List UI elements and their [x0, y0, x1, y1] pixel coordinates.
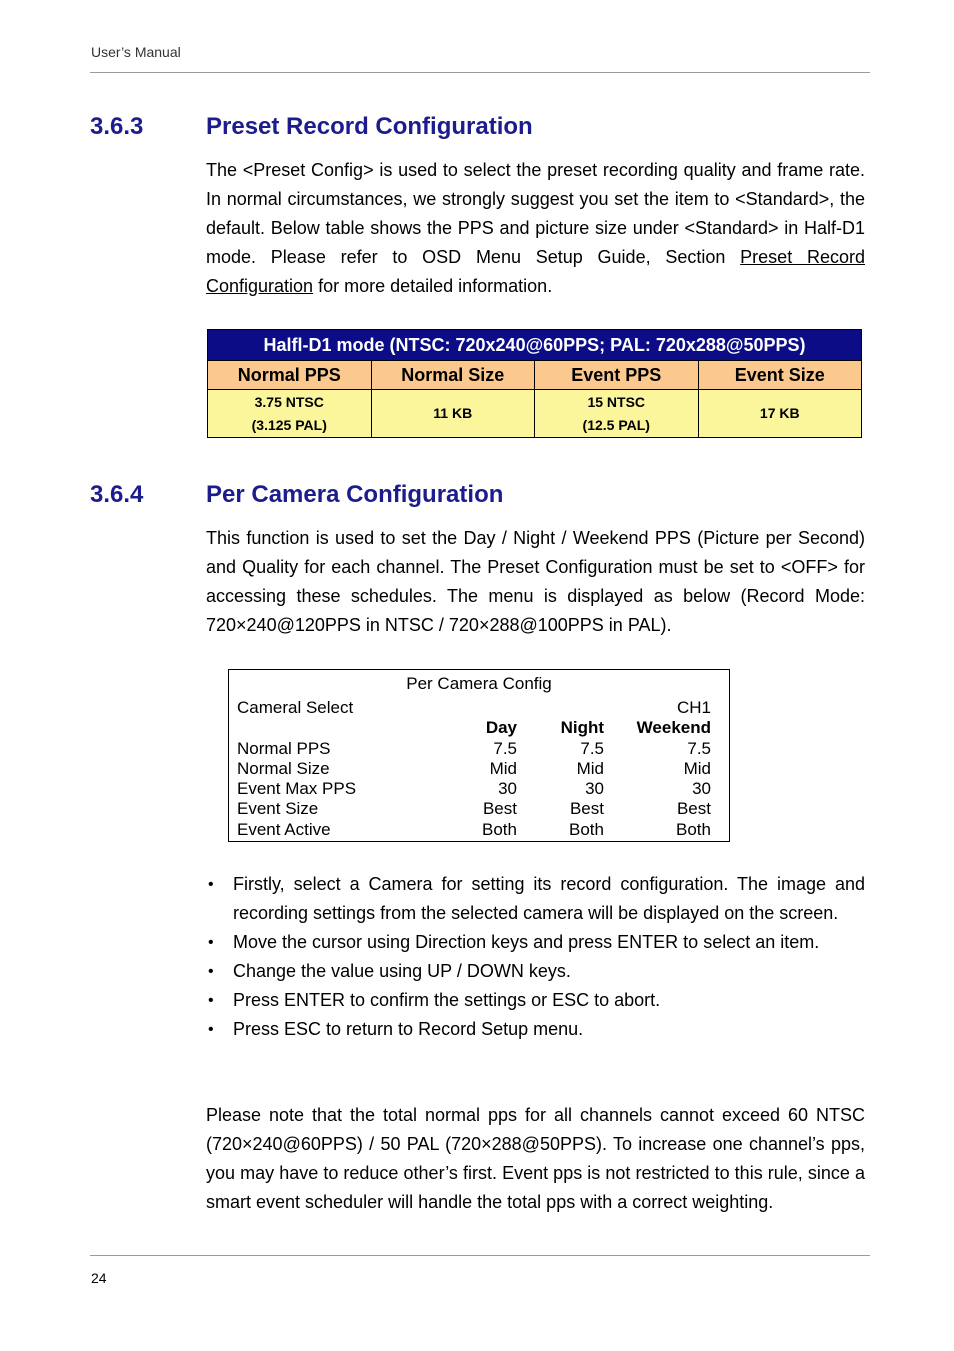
normal-pps-ntsc: 3.75 NTSC — [254, 393, 324, 410]
preset-record-config-link[interactable]: Preset Record Configuration — [206, 247, 865, 296]
list-item: • Press ENTER to confirm the settings or ESC to abort. — [206, 986, 865, 1015]
value-day[interactable]: 7.5 — [493, 739, 517, 758]
footer-rule — [90, 1255, 870, 1256]
list-item: • Change the value using UP / DOWN keys. — [206, 957, 865, 986]
value-night[interactable]: Best — [569, 799, 604, 818]
cell-normal-pps — [208, 390, 372, 438]
row-label: Normal Size — [237, 759, 330, 778]
list-item: • Firstly, select a Camera for setting its record configuration. The image and recording settings from the selected camera will be displayed on the screen. — [206, 870, 865, 928]
osd-row-event-max-pps — [237, 779, 711, 799]
col-header-normal-size: Normal Size — [371, 361, 535, 390]
osd-row-normal-pps — [237, 739, 711, 759]
row-label: Event Active — [237, 820, 331, 839]
section-364-paragraph: This function is used to set the Day / Night / Weekend PPS (Picture per Second) and Quality for each channel. The Preset Configuration must be set to <OFF> for accessing these schedules. The menu is displayed as below (Record Mode: 720×240@120PPS in NTSC / 720×288@100PPS in PAL). — [206, 528, 865, 635]
cell-event-size: 17 KB — [698, 390, 862, 438]
list-item: • Press ESC to return to Record Setup menu. — [206, 1015, 865, 1044]
value-weekend[interactable]: 7.5 — [687, 739, 711, 758]
camera-select-label: Cameral Select — [237, 698, 354, 717]
osd-row-event-active — [237, 820, 711, 840]
para-text: The <Preset Config> is used to select the preset recording quality and frame rate. In normal circumstances, we strongly suggest you set the item to <Standard>, the default. Below table shows the PPS and picture size under <Standard> in Half-D1 mode. Please refer to OSD Menu Setup Guide, Section — [206, 160, 865, 267]
section-number-363: 3.6.3 — [90, 113, 144, 140]
value-night[interactable]: 30 — [585, 779, 604, 798]
note-paragraph: Please note that the total normal pps for all channels cannot exceed 60 NTSC (720×240@60PPS) / 50 PAL (720×288@50PPS). To increase one channel’s pps, you may have to reduce other’s first. Event pps is not restricted to this rule, since a smart event scheduler will handle the total pps with a correct weighting. — [206, 1105, 865, 1212]
page-number: 24 — [91, 1270, 107, 1286]
para-text-end: for more detailed information. — [313, 276, 553, 296]
osd-row-event-size — [237, 799, 711, 819]
section-number-364: 3.6.4 — [90, 481, 144, 508]
cell-normal-size: 11 KB — [371, 390, 535, 438]
value-night[interactable]: 7.5 — [580, 739, 604, 758]
value-day[interactable]: 30 — [498, 779, 517, 798]
running-header: User’s Manual — [91, 44, 181, 60]
col-header-event-size: Event Size — [698, 361, 862, 390]
osd-title: Per Camera Config — [406, 674, 552, 693]
col-header-event-pps: Event PPS — [535, 361, 699, 390]
value-weekend[interactable]: 30 — [692, 779, 711, 798]
value-night[interactable]: Both — [569, 820, 604, 839]
value-day[interactable]: Best — [482, 799, 517, 818]
col-header-normal-pps: Normal PPS — [208, 361, 372, 390]
row-label: Event Max PPS — [237, 779, 357, 798]
event-pps-ntsc: 15 NTSC — [587, 393, 646, 410]
section-title-364: Per Camera Configuration — [206, 481, 504, 508]
value-night[interactable]: Mid — [576, 759, 604, 778]
row-label: Event Size — [237, 799, 319, 818]
col-weekend: Weekend — [636, 718, 711, 737]
camera-select-value[interactable]: CH1 — [676, 698, 711, 717]
section-title-363: Preset Record Configuration — [206, 113, 533, 140]
instruction-list — [206, 870, 865, 1044]
list-item: • Move the cursor using Direction keys and press ENTER to select an item. — [206, 928, 865, 957]
header-rule — [90, 72, 870, 73]
col-day: Day — [485, 718, 517, 737]
cell-event-pps — [535, 390, 699, 438]
event-pps-pal: (12.5 PAL) — [582, 416, 650, 433]
col-night: Night — [560, 718, 604, 737]
normal-pps-pal: (3.125 PAL) — [251, 416, 327, 433]
preset-table-title: Halfl-D1 mode (NTSC: 720x240@60PPS; PAL: 720x288@50PPS) — [208, 330, 862, 361]
row-label: Normal PPS — [237, 739, 331, 758]
section-363-paragraph — [206, 156, 865, 301]
value-day[interactable]: Both — [482, 820, 517, 839]
value-weekend[interactable]: Best — [676, 799, 711, 818]
per-camera-config-menu — [228, 669, 730, 842]
value-weekend[interactable]: Mid — [683, 759, 711, 778]
preset-table — [207, 329, 862, 438]
value-day[interactable]: Mid — [489, 759, 517, 778]
osd-row-normal-size — [237, 759, 711, 779]
value-weekend[interactable]: Both — [676, 820, 711, 839]
